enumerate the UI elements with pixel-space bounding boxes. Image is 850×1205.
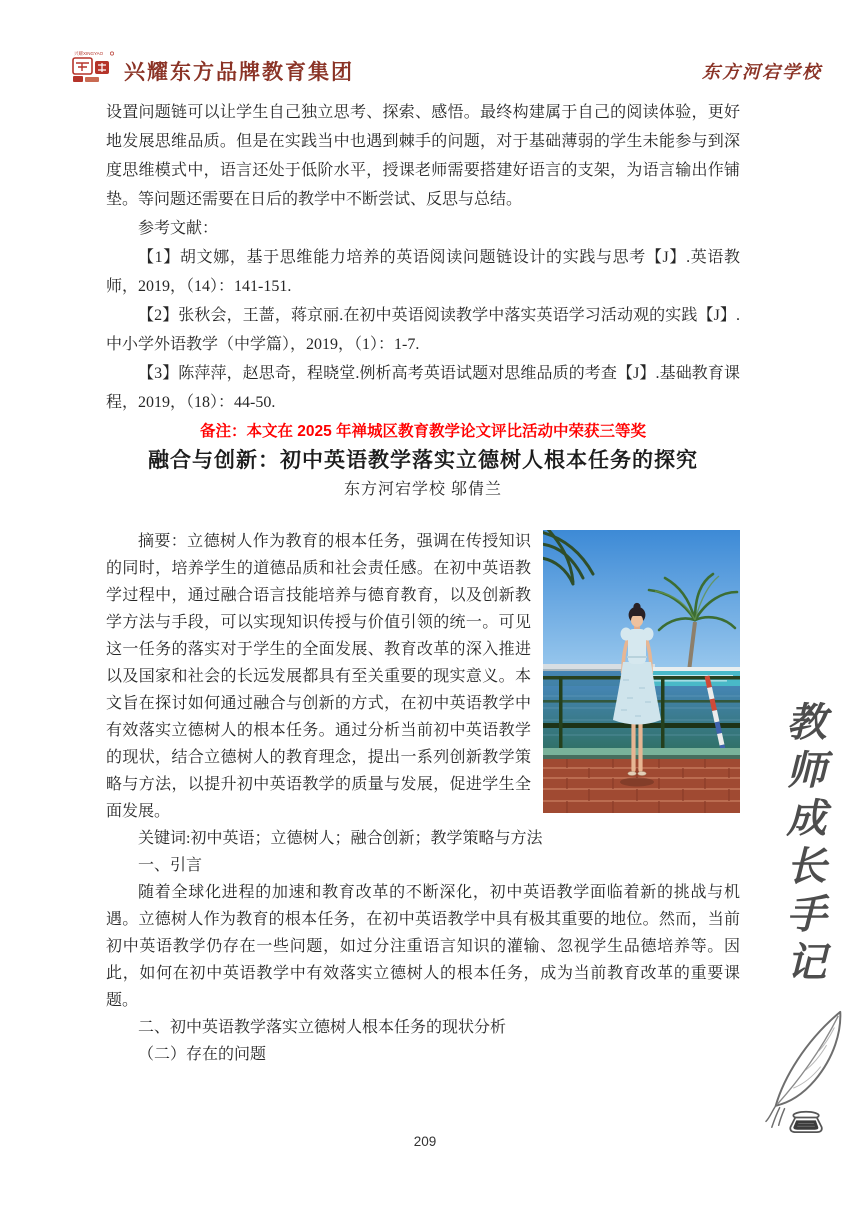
- calligraphy-text: 教师成长手记: [780, 701, 827, 989]
- document-body: [106, 98, 740, 1068]
- article-title: 融合与创新：初中英语教学落实立德树人根本任务的探究: [148, 448, 698, 472]
- page-number: 209: [413, 1134, 437, 1149]
- quill-ink-icon: [764, 1006, 842, 1143]
- article-content: [106, 528, 740, 1068]
- section-1-heading: 一、引言: [138, 857, 203, 874]
- author-photo: [543, 530, 740, 813]
- references-heading: 参考文献：: [138, 220, 219, 237]
- section-2-subheading: （二）存在的问题: [138, 1046, 267, 1063]
- header-school-name: 东方河宕学校: [702, 62, 822, 82]
- svg-text:兴耀XINGYAO: 兴耀XINGYAO: [74, 51, 104, 56]
- reference-item: 【3】陈萍萍，赵思奇，程晓堂.例析高考英语试题对思维品质的考查【J】.基础教育课程，2019，（18）：44-50.: [106, 365, 740, 411]
- article-abstract: 摘要：立德树人作为教育的根本任务，强调在传授知识的同时，培养学生的道德品质和社会责任感。在初中英语教学过程中，通过融合语言技能培养与德育教育，以及创新教学方法与手段，可以实现知识传授与价值引领的统一。可见这一任务的落实对于学生的全面发展、教育改革的深入推进以及国家和社会的长远发展都具有至关重要的现实意义。本文旨在探讨如何通过融合与创新的方式，在初中英语教学中有效落实立德树人的根本任务。通过分析当前初中英语教学的现状，结合立德树人的教育理念，提出一系列创新教学策略与方法，以提升初中英语教学的质量与发展，促进学生全面发展。: [106, 533, 531, 820]
- margin-calligraphy-block: [764, 700, 842, 1143]
- article-keywords: 关键词:初中英语；立德树人；融合创新；教学策略与方法: [138, 830, 543, 847]
- section-2-heading: 二、初中英语教学落实立德树人根本任务的现状分析: [138, 1019, 507, 1036]
- section-1-body: 随着全球化进程的加速和教育改革的不断深化，初中英语教学面临着新的挑战与机遇。立德树人作为教育的根本任务，在初中英语教学中具有极其重要的地位。然而，当前初中英语教学仍存在一些问题，如过分注重语言知识的灌输、忽视学生品德培养等。因此，如何在初中英语教学中有效落实立德树人的根本任务，成为当前教育改革的重要课题。: [106, 884, 740, 1009]
- closing-paragraph: 设置问题链可以让学生自己独立思考、探索、感悟。最终构建属于自己的阅读体验，更好地发展思维品质。但是在实践当中也遇到棘手的问题，对于基础薄弱的学生未能参与到深度思维模式中，语言还处于低阶水平，授课老师需要搭建好语言的支架，为语言输出作铺垫。等问题还需要在日后的教学中不断尝试、反思与总结。: [106, 104, 740, 208]
- header-brand-title: 兴耀东方品牌教育集团: [124, 60, 354, 84]
- article-byline: 东方河宕学校 邬倩兰: [343, 481, 502, 498]
- reference-item: 【2】张秋会，王蔷，蒋京丽.在初中英语阅读教学中落实英语学习活动观的实践【J】.中小学外语教学（中学篇），2019，（1）：1-7.: [106, 307, 740, 353]
- award-note: 备注：本文在 2025 年禅城区教育教学论文评比活动中荣获三等奖: [199, 423, 647, 440]
- reference-item: 【1】胡文娜，基于思维能力培养的英语阅读问题链设计的实践与思考【J】.英语教师，2019，（14）：141-151.: [106, 249, 740, 295]
- xingyao-seal-logo: [72, 50, 116, 84]
